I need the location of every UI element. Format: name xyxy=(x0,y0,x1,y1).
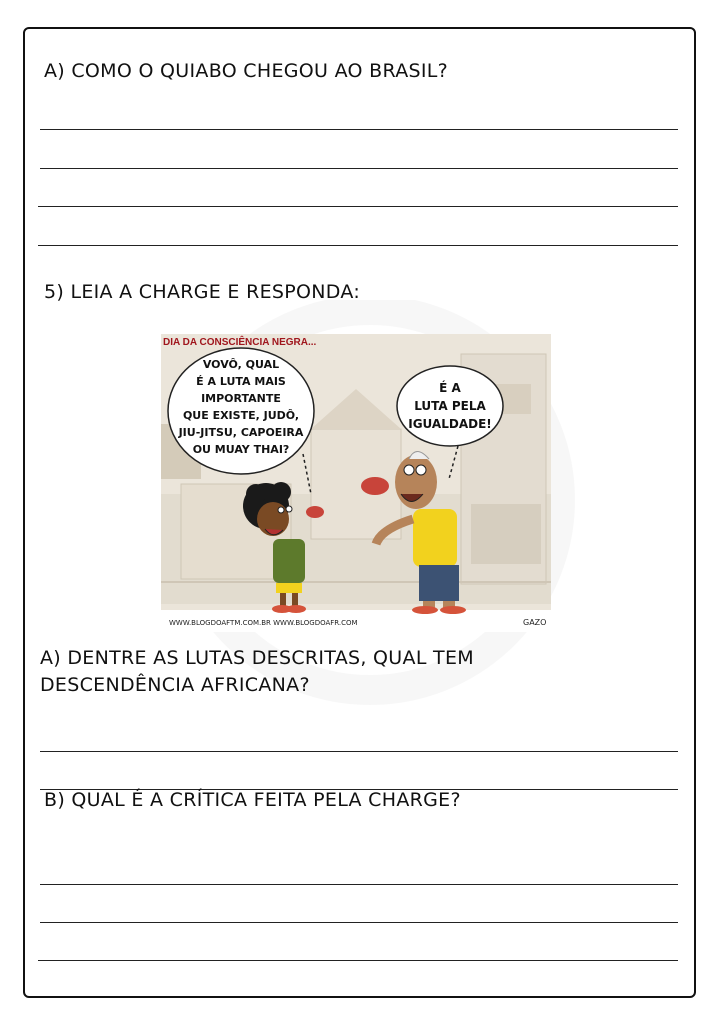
bubble-left-line: VOVÔ, QUAL xyxy=(202,358,280,371)
answer-line[interactable] xyxy=(40,751,678,752)
bubble-right-line: É A xyxy=(439,381,461,395)
bubble-right-line: IGUALDADE! xyxy=(408,417,492,431)
answer-line[interactable] xyxy=(38,245,678,246)
answer-line[interactable] xyxy=(38,206,678,207)
question-a-quiabo: A) COMO O QUIABO CHEGOU AO BRASIL? xyxy=(44,60,449,82)
cartoon-signature: GAZO xyxy=(523,618,547,627)
bubble-left-line: É A LUTA MAIS xyxy=(196,375,286,388)
bubble-left-line: OU MUAY THAI? xyxy=(192,443,290,456)
answer-line[interactable] xyxy=(40,129,678,130)
cartoon-image xyxy=(161,334,551,632)
bubble-left-line: JIU-JITSU, CAPOEIRA xyxy=(178,426,304,439)
answer-line[interactable] xyxy=(40,168,678,169)
question-a-lutas-line1: A) DENTRE AS LUTAS DESCRITAS, QUAL TEM xyxy=(40,647,474,669)
answer-line[interactable] xyxy=(40,922,678,923)
question-a-lutas-line2: DESCENDÊNCIA AFRICANA? xyxy=(40,674,310,696)
answer-line[interactable] xyxy=(40,884,678,885)
bubble-left-line: IMPORTANTE xyxy=(201,392,281,405)
cartoon-header: DIA DA CONSCIÊNCIA NEGRA... xyxy=(163,337,317,348)
bubble-right-line: LUTA PELA xyxy=(414,399,486,413)
question-5-title: 5) LEIA A CHARGE E RESPONDA: xyxy=(44,281,361,303)
question-b-critica: B) QUAL É A CRÍTICA FEITA PELA CHARGE? xyxy=(44,789,461,811)
cartoon-footer-urls: WWW.BLOGDOAFTM.COM.BR WWW.BLOGDOAFR.COM xyxy=(169,619,358,627)
answer-line[interactable] xyxy=(38,960,678,961)
bubble-left-line: QUE EXISTE, JUDÔ, xyxy=(182,409,300,422)
cartoon-drawing xyxy=(161,334,551,632)
